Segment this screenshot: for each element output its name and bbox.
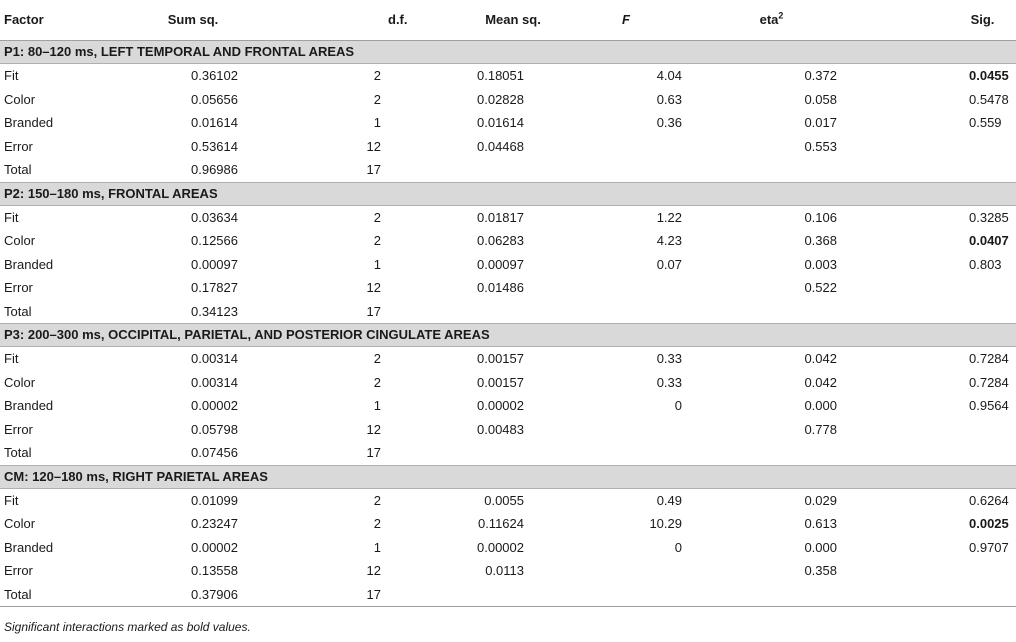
cell-factor: Error <box>4 563 33 578</box>
cell-sig: 0.7284 <box>969 351 1009 366</box>
cell-factor: Fit <box>4 351 19 366</box>
table-row <box>0 512 1016 536</box>
cell-mean-sq: 0.00157 <box>477 374 524 390</box>
cell-df: 1 <box>373 115 381 130</box>
cell-sum-sq: 0.34123 <box>191 303 238 319</box>
table-row <box>0 418 1016 442</box>
cell-factor: Branded <box>4 115 54 130</box>
cell-sig: 0.0407 <box>969 233 1009 248</box>
cell-eta: 0.000 <box>804 398 837 413</box>
cell-factor: Error <box>4 280 33 295</box>
header-eta <box>694 0 849 41</box>
table-row <box>0 135 1016 159</box>
cell-f: 0.49 <box>656 492 682 508</box>
cell-eta: 0.058 <box>804 91 837 107</box>
cell-factor: Branded <box>4 539 54 555</box>
cell-df: 2 <box>373 91 381 107</box>
table-row <box>0 229 1016 253</box>
cell-sum-sq: 0.05798 <box>191 421 238 437</box>
section-title: P3: 200–300 ms, OCCIPITAL, PARIETAL, AND POSTERIOR CINGULATE AREAS <box>0 324 1016 347</box>
cell-mean-sq <box>398 300 548 324</box>
cell-sum-sq: 0.00002 <box>191 398 238 413</box>
table-row <box>0 488 1016 512</box>
cell-df: 12 <box>366 138 381 154</box>
cell-sum-sq: 0.03634 <box>191 209 238 225</box>
cell-eta <box>694 158 849 182</box>
cell-mean-sq: 0.02828 <box>477 91 524 107</box>
header-sig: Sig. <box>849 0 1016 41</box>
cell-eta: 0.042 <box>804 351 837 366</box>
section-title: P1: 80–120 ms, LEFT TEMPORAL AND FRONTAL AREAS <box>0 41 1016 64</box>
cell-factor: Error <box>4 421 33 437</box>
cell-sum-sq: 0.00314 <box>191 351 238 366</box>
header-df: d.f. <box>248 0 398 41</box>
cell-eta <box>694 441 849 465</box>
header-sum-sq: Sum sq. <box>98 0 248 41</box>
cell-factor: Fit <box>4 492 19 508</box>
table-row <box>0 583 1016 607</box>
cell-df: 2 <box>373 374 381 390</box>
cell-sum-sq: 0.01614 <box>191 115 238 130</box>
cell-f: 0.63 <box>656 91 682 107</box>
header-eta-text: eta <box>759 12 779 27</box>
cell-sig: 0.5478 <box>969 91 1009 107</box>
cell-sig <box>849 418 1016 442</box>
cell-eta: 0.613 <box>804 516 837 531</box>
cell-eta: 0.358 <box>804 563 837 578</box>
cell-mean-sq: 0.0055 <box>484 492 524 508</box>
cell-factor: Fit <box>4 68 19 83</box>
cell-df: 12 <box>366 563 381 578</box>
table-row <box>0 205 1016 229</box>
cell-df: 2 <box>373 68 381 83</box>
cell-df: 2 <box>373 209 381 225</box>
table-row <box>0 394 1016 418</box>
cell-f: 0.33 <box>656 374 682 390</box>
table-row <box>0 300 1016 324</box>
cell-df: 1 <box>373 539 381 555</box>
cell-factor: Total <box>4 445 32 460</box>
table-row <box>0 276 1016 300</box>
section-header-row <box>0 465 1016 488</box>
table-row <box>0 253 1016 277</box>
cell-factor: Color <box>4 516 36 531</box>
cell-df: 17 <box>248 583 398 607</box>
cell-f: 0.36 <box>656 115 682 130</box>
cell-eta: 0.522 <box>804 280 837 295</box>
cell-sig <box>849 158 1016 182</box>
cell-sig <box>849 300 1016 324</box>
header-factor: Factor <box>0 0 98 41</box>
cell-eta: 0.368 <box>804 233 837 248</box>
header-row <box>0 0 1016 41</box>
cell-sum-sq: 0.01099 <box>191 492 238 508</box>
cell-f: 0.07 <box>656 256 682 272</box>
cell-sum-sq: 0.07456 <box>191 445 238 460</box>
cell-eta: 0.042 <box>804 374 837 390</box>
cell-factor: Total <box>4 162 32 177</box>
cell-mean-sq: 0.11624 <box>477 516 524 531</box>
cell-mean-sq: 0.01614 <box>477 115 524 130</box>
cell-f <box>548 158 694 182</box>
cell-sum-sq: 0.05656 <box>191 91 238 107</box>
cell-f: 0.33 <box>656 351 682 366</box>
cell-df: 12 <box>366 421 381 437</box>
cell-sum-sq: 0.00314 <box>191 374 238 390</box>
cell-f: 4.23 <box>656 233 682 248</box>
cell-mean-sq: 0.00097 <box>477 256 524 272</box>
cell-mean-sq: 0.00157 <box>477 351 524 366</box>
cell-mean-sq: 0.04468 <box>477 138 524 154</box>
cell-sig: 0.9707 <box>969 539 1009 555</box>
header-f: F <box>548 0 694 41</box>
cell-f: 0 <box>674 539 682 555</box>
cell-factor: Error <box>4 138 33 154</box>
section-title: CM: 120–180 ms, RIGHT PARIETAL AREAS <box>0 465 1016 488</box>
cell-eta: 0.372 <box>804 68 837 83</box>
table-row <box>0 111 1016 135</box>
cell-f <box>548 418 694 442</box>
cell-f <box>548 276 694 300</box>
cell-df: 2 <box>373 351 381 366</box>
table-row <box>0 88 1016 112</box>
cell-sig: 0.0455 <box>969 68 1009 83</box>
cell-df: 1 <box>373 398 381 413</box>
table-row <box>0 64 1016 88</box>
cell-df: 17 <box>366 445 381 460</box>
table-row <box>0 441 1016 465</box>
cell-mean-sq <box>398 441 548 465</box>
cell-sum-sq: 0.36102 <box>191 68 238 83</box>
cell-eta: 0.778 <box>804 421 837 437</box>
table-row <box>0 158 1016 182</box>
cell-factor: Branded <box>4 398 54 413</box>
cell-df: 2 <box>373 516 381 531</box>
cell-mean-sq: 0.01817 <box>477 209 524 225</box>
cell-factor: Branded <box>4 256 54 272</box>
cell-eta: 0.553 <box>804 138 837 154</box>
cell-sum-sq: 0.17827 <box>191 280 238 295</box>
cell-sig <box>849 135 1016 159</box>
cell-sig <box>849 276 1016 300</box>
cell-sig: 0.3285 <box>969 209 1009 225</box>
cell-df: 1 <box>373 256 381 272</box>
cell-factor: Color <box>4 91 36 107</box>
cell-mean-sq: 0.0113 <box>485 563 524 578</box>
cell-mean-sq: 0.00002 <box>477 539 524 555</box>
cell-f <box>548 300 694 324</box>
section-header-row <box>0 182 1016 205</box>
cell-f <box>548 441 694 465</box>
cell-sig: 0.6264 <box>969 492 1009 508</box>
cell-mean-sq: 0.00483 <box>477 421 524 437</box>
section-title: P2: 150–180 ms, FRONTAL AREAS <box>0 182 1016 205</box>
section-header-row <box>0 324 1016 347</box>
table-body <box>0 41 1016 607</box>
header-eta-superscript: 2 <box>778 10 784 21</box>
cell-factor: Total <box>4 303 32 319</box>
table-row <box>0 536 1016 560</box>
section-header-row <box>0 41 1016 64</box>
cell-sig: 0.559 <box>969 115 1002 130</box>
cell-sig: 0.9564 <box>969 398 1009 413</box>
cell-sum-sq: 0.37906 <box>98 583 248 607</box>
cell-eta: 0.003 <box>804 256 837 272</box>
cell-f: 1.22 <box>656 209 682 225</box>
cell-factor: Color <box>4 233 36 248</box>
cell-factor: Fit <box>4 209 19 225</box>
cell-mean-sq <box>398 583 548 607</box>
cell-f <box>548 559 694 583</box>
cell-eta <box>694 583 849 607</box>
cell-df: 2 <box>373 492 381 508</box>
cell-factor: Color <box>4 374 36 390</box>
cell-df: 17 <box>366 303 381 319</box>
cell-mean-sq: 0.06283 <box>477 233 524 248</box>
table-row <box>0 559 1016 583</box>
cell-sig <box>849 583 1016 607</box>
cell-eta: 0.000 <box>804 539 837 555</box>
cell-eta: 0.106 <box>804 209 837 225</box>
cell-sum-sq: 0.23247 <box>191 516 238 531</box>
cell-sum-sq: 0.00002 <box>191 539 238 555</box>
cell-factor: Total <box>0 583 98 607</box>
cell-f: 0 <box>674 398 682 413</box>
table-row <box>0 347 1016 371</box>
cell-eta: 0.029 <box>804 492 837 508</box>
cell-sum-sq: 0.13558 <box>191 563 238 578</box>
cell-f: 10.29 <box>649 516 682 531</box>
cell-df: 2 <box>373 233 381 248</box>
cell-df: 17 <box>366 162 381 177</box>
cell-mean-sq: 0.00002 <box>477 398 524 413</box>
cell-sum-sq: 0.53614 <box>191 138 238 154</box>
cell-sig: 0.803 <box>969 256 1002 272</box>
cell-mean-sq <box>398 158 548 182</box>
table-row <box>0 371 1016 395</box>
cell-eta <box>694 300 849 324</box>
cell-df: 12 <box>366 280 381 295</box>
cell-mean-sq: 0.01486 <box>477 280 524 295</box>
table-footnote: Significant interactions marked as bold values. <box>4 620 251 634</box>
cell-sig: 0.0025 <box>969 516 1009 531</box>
cell-sig <box>849 441 1016 465</box>
cell-f: 4.04 <box>656 68 682 83</box>
cell-mean-sq: 0.18051 <box>477 68 524 83</box>
cell-f <box>548 583 694 607</box>
cell-f <box>548 135 694 159</box>
cell-sum-sq: 0.00097 <box>191 256 238 272</box>
header-mean-sq: Mean sq. <box>398 0 548 41</box>
cell-sum-sq: 0.12566 <box>191 233 238 248</box>
cell-eta: 0.017 <box>804 115 837 130</box>
cell-sum-sq: 0.96986 <box>191 162 238 177</box>
cell-sig <box>849 559 1016 583</box>
cell-sig: 0.7284 <box>969 374 1009 390</box>
